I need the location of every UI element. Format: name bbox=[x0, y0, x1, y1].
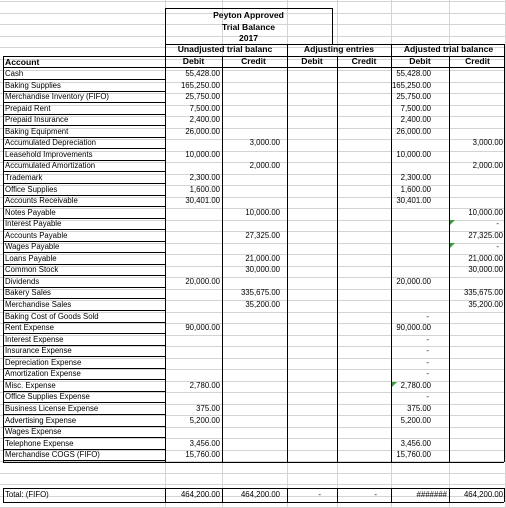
adjusted-debit-cell[interactable]: - bbox=[426, 346, 429, 356]
unadjusted-credit-cell[interactable]: 30,000.00 bbox=[245, 265, 280, 275]
adjusted-debit-cell[interactable]: 30,401.00 bbox=[396, 196, 431, 206]
unadjusted-credit-cell[interactable]: 2,000.00 bbox=[249, 161, 280, 171]
cell-comment-indicator-icon bbox=[450, 243, 455, 248]
account-name[interactable]: Wages Payable bbox=[5, 242, 60, 252]
grid-row-line bbox=[0, 484, 506, 485]
unadjusted-debit-cell[interactable]: 2,400.00 bbox=[189, 115, 220, 125]
account-name[interactable]: Depreciation Expense bbox=[5, 357, 82, 367]
subheader-top-border bbox=[3, 56, 504, 57]
unadjusted-left-border bbox=[165, 44, 166, 462]
grid-row-line bbox=[0, 1, 506, 2]
total-adjusting-credit[interactable]: - bbox=[374, 490, 377, 499]
adjusting-left-border bbox=[287, 44, 288, 462]
adjusting-debit-header[interactable]: Debit bbox=[301, 56, 323, 66]
adjusted-debit-cell[interactable]: 3,456.00 bbox=[400, 438, 431, 448]
total-right-border bbox=[504, 488, 505, 502]
account-name[interactable]: Telephone Expense bbox=[5, 438, 74, 448]
adjusted-debit-cell[interactable]: - bbox=[426, 369, 429, 379]
account-name[interactable]: Baking Supplies bbox=[5, 80, 61, 90]
unadjusted-debit-cell[interactable]: 7,500.00 bbox=[189, 103, 220, 113]
adjusted-credit-cell[interactable]: - bbox=[496, 219, 499, 229]
total-adj-mid-border bbox=[337, 488, 338, 502]
account-name[interactable]: Interest Expense bbox=[5, 334, 64, 344]
unadjusted-debit-cell[interactable]: 20,000.00 bbox=[185, 276, 220, 286]
adjusted-debit-cell[interactable]: 1,600.00 bbox=[400, 184, 431, 194]
unadjusted-mid-border bbox=[222, 56, 223, 462]
total-adjd-border bbox=[391, 488, 392, 502]
unadjusted-debit-cell[interactable]: 165,250.00 bbox=[180, 80, 220, 90]
account-name[interactable]: Rent Expense bbox=[5, 323, 54, 333]
account-name[interactable]: Cash bbox=[5, 69, 24, 78]
account-name[interactable]: Common Stock bbox=[5, 265, 59, 275]
adjusted-debit-cell[interactable]: 2,780.00 bbox=[400, 380, 431, 390]
adjusted-credit-cell[interactable]: 335,675.00 bbox=[463, 288, 503, 298]
adjusted-credit-cell[interactable]: - bbox=[496, 242, 499, 252]
adjusted-debit-cell[interactable]: 165,250.00 bbox=[391, 80, 431, 90]
adjusted-debit-cell[interactable]: 26,000.00 bbox=[396, 126, 431, 136]
report-name[interactable]: Trial Balance bbox=[221, 22, 276, 32]
adjusted-debit-cell[interactable]: 55,428.00 bbox=[396, 69, 431, 78]
adjusted-debit-cell[interactable]: 5,200.00 bbox=[400, 415, 431, 425]
adjusted-debit-cell[interactable]: 2,300.00 bbox=[400, 172, 431, 182]
adjusted-debit-cell[interactable]: - bbox=[426, 334, 429, 344]
unadjusted-debit-header[interactable]: Debit bbox=[182, 56, 205, 66]
adjusted-debit-cell[interactable]: 10,000.00 bbox=[396, 149, 431, 159]
report-year[interactable]: 2017 bbox=[238, 33, 259, 43]
account-name[interactable]: Prepaid Rent bbox=[5, 103, 51, 113]
account-name[interactable]: Bakery Sales bbox=[5, 288, 51, 298]
adjusting-header[interactable]: Adjusting entries bbox=[303, 44, 375, 54]
adjusted-credit-cell[interactable]: 3,000.00 bbox=[472, 138, 503, 148]
adjusted-credit-header[interactable]: Credit bbox=[465, 56, 490, 66]
account-name[interactable]: Misc. Expense bbox=[5, 380, 56, 390]
adjusted-debit-cell[interactable]: 20,000.00 bbox=[396, 276, 431, 286]
adjusted-debit-header[interactable]: Debit bbox=[409, 56, 431, 66]
total-adjusting-debit[interactable]: - bbox=[318, 490, 321, 499]
title-top-border bbox=[165, 8, 333, 9]
adjusted-debit-cell[interactable]: 90,000.00 bbox=[396, 323, 431, 333]
table-bottom-border bbox=[3, 462, 504, 463]
grid-row-line bbox=[0, 473, 506, 474]
account-left-border bbox=[3, 56, 4, 462]
adjusted-credit-cell[interactable]: 35,200.00 bbox=[468, 300, 503, 309]
unadjusted-debit-cell[interactable]: 25,750.00 bbox=[185, 92, 220, 102]
total-unadj-mid-border bbox=[222, 488, 223, 502]
account-name[interactable]: Notes Payable bbox=[5, 207, 56, 217]
account-name[interactable]: Office Supplies Expense bbox=[5, 392, 90, 402]
account-name[interactable]: Office Supplies bbox=[5, 184, 58, 194]
adjusted-credit-cell[interactable]: 27,325.00 bbox=[468, 230, 503, 240]
adjusted-debit-cell[interactable]: - bbox=[426, 311, 429, 321]
account-name[interactable]: Accounts Payable bbox=[5, 230, 68, 240]
account-name[interactable]: Accounts Receivable bbox=[5, 196, 78, 206]
title-right-border bbox=[332, 8, 333, 44]
account-name[interactable]: Accumulated Depreciation bbox=[5, 138, 97, 148]
account-name[interactable]: Wages Expense bbox=[5, 427, 62, 437]
adjusted-header[interactable]: Adjusted trial balance bbox=[403, 44, 494, 54]
total-bottom-border bbox=[3, 502, 504, 503]
adjusted-debit-cell[interactable]: 25,750.00 bbox=[396, 92, 431, 102]
adjusted-credit-cell[interactable]: 10,000.00 bbox=[468, 207, 503, 217]
account-name[interactable]: Insurance Expense bbox=[5, 346, 72, 356]
adjusted-credit-cell[interactable]: 21,000.00 bbox=[468, 253, 503, 263]
adjusting-mid-border bbox=[337, 56, 338, 462]
adjusted-debit-cell[interactable]: 7,500.00 bbox=[400, 103, 431, 113]
unadjusted-credit-cell[interactable]: 27,325.00 bbox=[245, 230, 280, 240]
adjusted-left-border bbox=[391, 44, 392, 462]
account-name[interactable]: Amortization Expense bbox=[5, 369, 81, 379]
account-name[interactable]: Trademark bbox=[5, 172, 43, 182]
total-unadjusted-debit[interactable]: 464,200.00 bbox=[180, 490, 220, 499]
total-unadjusted-credit[interactable]: 464,200.00 bbox=[240, 490, 280, 499]
total-adjusted-credit[interactable]: 464,200.00 bbox=[463, 490, 503, 499]
adjusted-credit-cell[interactable]: 30,000.00 bbox=[468, 265, 503, 275]
unadjusted-credit-header[interactable]: Credit bbox=[241, 56, 266, 66]
account-name[interactable]: Loans Payable bbox=[5, 253, 57, 263]
unadjusted-debit-cell[interactable]: 30,401.00 bbox=[185, 196, 220, 206]
account-name[interactable]: Dividends bbox=[5, 276, 40, 286]
unadjusted-credit-cell[interactable]: 35,200.00 bbox=[245, 300, 280, 309]
unadjusted-debit-cell[interactable]: 2,300.00 bbox=[189, 172, 220, 182]
unadjusted-credit-cell[interactable]: 21,000.00 bbox=[245, 253, 280, 263]
account-name[interactable]: Merchandise Sales bbox=[5, 300, 72, 309]
adjusted-right-border bbox=[504, 44, 505, 462]
unadjusted-debit-cell[interactable]: 15,760.00 bbox=[185, 450, 220, 460]
total-left-border bbox=[3, 488, 4, 502]
unadjusted-debit-cell[interactable]: 10,000.00 bbox=[185, 149, 220, 159]
unadjusted-debit-cell[interactable]: 90,000.00 bbox=[185, 323, 220, 333]
total-adjusted-debit[interactable]: ####### bbox=[416, 490, 447, 499]
adjusted-debit-cell[interactable]: - bbox=[426, 357, 429, 367]
unadjusted-debit-cell[interactable]: 2,780.00 bbox=[189, 380, 220, 390]
adjusted-mid-border bbox=[449, 56, 450, 462]
unadjusted-credit-cell[interactable]: 10,000.00 bbox=[245, 207, 280, 217]
unadjusted-debit-cell[interactable]: 3,456.00 bbox=[189, 438, 220, 448]
account-name[interactable]: Baking Cost of Goods Sold bbox=[5, 311, 99, 321]
total-adjd-mid-border bbox=[449, 488, 450, 502]
cell-comment-indicator-icon bbox=[450, 220, 455, 225]
adjusting-credit-header[interactable]: Credit bbox=[351, 56, 377, 66]
account-name[interactable]: Merchandise COGS (FIFO) bbox=[5, 450, 100, 460]
adjusted-debit-cell[interactable]: - bbox=[426, 392, 429, 402]
unadjusted-debit-cell[interactable]: 1,600.00 bbox=[189, 184, 220, 194]
cell-comment-indicator-icon bbox=[392, 382, 397, 387]
adjusted-debit-cell[interactable]: 2,400.00 bbox=[400, 115, 431, 125]
unadjusted-debit-cell[interactable]: 375.00 bbox=[196, 403, 220, 413]
unadjusted-debit-cell[interactable]: 5,200.00 bbox=[189, 415, 220, 425]
account-name[interactable]: Advertising Expense bbox=[5, 415, 77, 425]
total-adj-border bbox=[287, 488, 288, 502]
unadjusted-credit-cell[interactable]: 335,675.00 bbox=[240, 288, 280, 298]
title-left-border bbox=[165, 8, 166, 44]
unadjusted-debit-cell[interactable]: 55,428.00 bbox=[185, 69, 220, 78]
group-header-top-border bbox=[165, 44, 504, 45]
account-name[interactable]: Leasehold Improvements bbox=[5, 149, 93, 159]
total-label[interactable]: Total: (FIFO) bbox=[5, 490, 49, 499]
total-unadj-border bbox=[165, 488, 166, 502]
unadjusted-header[interactable]: Unadjusted trial balanc bbox=[177, 44, 273, 54]
adjusted-debit-cell[interactable]: 375.00 bbox=[407, 403, 431, 413]
account-name[interactable]: Merchandise Inventory (FIFO) bbox=[5, 92, 109, 102]
account-name[interactable]: Accumulated Amortization bbox=[5, 161, 96, 171]
unadjusted-credit-cell[interactable]: 3,000.00 bbox=[249, 138, 280, 148]
adjusted-debit-cell[interactable]: 15,760.00 bbox=[396, 450, 431, 460]
adjusted-credit-cell[interactable]: 2,000.00 bbox=[472, 161, 503, 171]
account-name[interactable]: Baking Equipment bbox=[5, 126, 69, 136]
subheader-bottom-border bbox=[3, 67, 504, 68]
account-header[interactable]: Account bbox=[5, 57, 40, 67]
unadjusted-debit-cell[interactable]: 26,000.00 bbox=[185, 126, 220, 136]
company-name[interactable]: Peyton Approved bbox=[213, 10, 284, 20]
account-name[interactable]: Business License Expense bbox=[5, 403, 99, 413]
account-name[interactable]: Interest Payable bbox=[5, 219, 62, 229]
total-top-border bbox=[3, 488, 504, 489]
account-name[interactable]: Prepaid Insurance bbox=[5, 115, 69, 125]
